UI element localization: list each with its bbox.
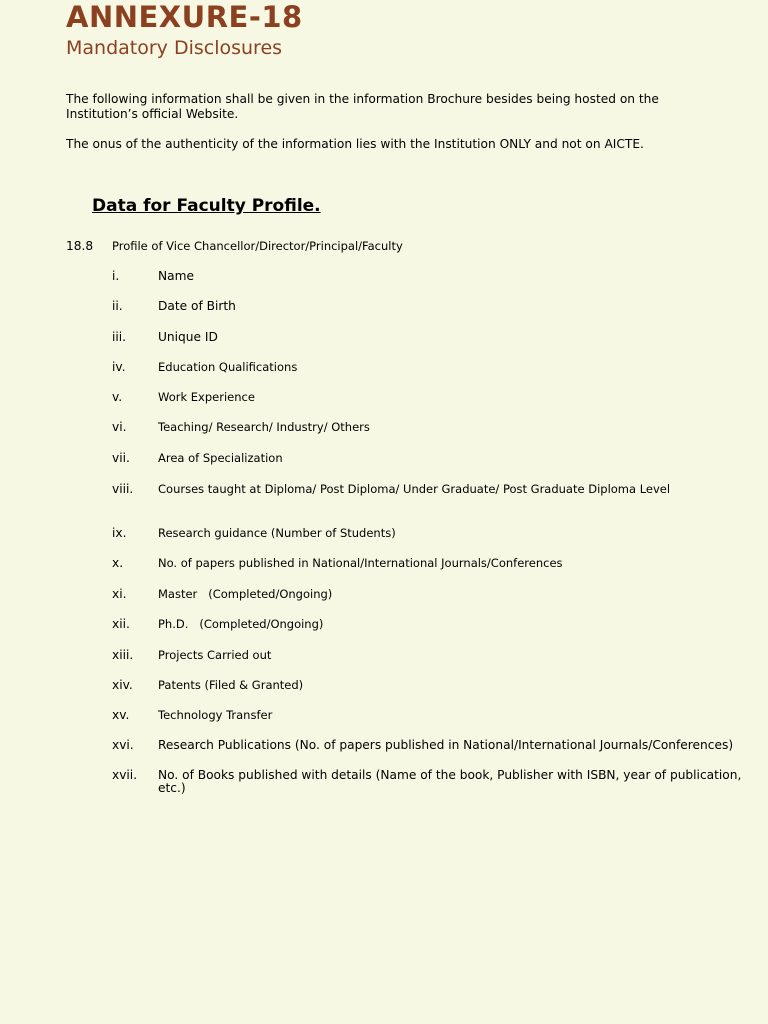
list-item-number: x. bbox=[112, 556, 124, 570]
list-item-text: Technology Transfer bbox=[158, 708, 273, 722]
clause-number: 18.8 bbox=[66, 239, 94, 253]
section-heading: Data for Faculty Profile. bbox=[92, 196, 321, 216]
list-item-text: Area of Specialization bbox=[158, 451, 283, 465]
list-item-text: Name bbox=[158, 269, 194, 283]
list-item-number: iv. bbox=[112, 360, 126, 374]
list-item-number: v. bbox=[112, 390, 123, 404]
list-item-text: Teaching/ Research/ Industry/ Others bbox=[158, 420, 370, 434]
list-item-number: viii. bbox=[112, 482, 134, 496]
list-item-text: Research guidance (Number of Students) bbox=[158, 526, 396, 540]
list-item-number: xvi. bbox=[112, 738, 134, 752]
page-title: ANNEXURE-18 bbox=[66, 0, 303, 34]
list-item-number: xi. bbox=[112, 587, 127, 601]
list-item-text: Date of Birth bbox=[158, 299, 236, 313]
list-item-text: No. of Books published with details (Name of the book, Publisher with ISBN, year of publication, etc.) bbox=[158, 768, 742, 795]
list-item-number: iii. bbox=[112, 330, 127, 344]
list-item-number: ii. bbox=[112, 299, 123, 313]
list-item-number: xvii. bbox=[112, 768, 138, 782]
clause-text: Profile of Vice Chancellor/Director/Principal/Faculty bbox=[112, 239, 403, 253]
list-item-number: xiv. bbox=[112, 678, 133, 692]
list-item-text: Master (Completed/Ongoing) bbox=[158, 587, 333, 601]
intro-paragraph-1: The following information shall be given in the information Brochure besides being hosted on the Institution’s official Website. bbox=[66, 92, 659, 121]
list-item-text: Ph.D. (Completed/Ongoing) bbox=[158, 617, 324, 631]
list-item-text: Unique ID bbox=[158, 330, 218, 344]
list-item-number: xii. bbox=[112, 617, 130, 631]
list-item-text: Research Publications (No. of papers published in National/International Journals/Conferences) bbox=[158, 738, 734, 752]
list-item-number: xv. bbox=[112, 708, 130, 722]
intro-paragraph-2: The onus of the authenticity of the information lies with the Institution ONLY and not on AICTE. bbox=[66, 137, 644, 151]
list-item-text: Education Qualifications bbox=[158, 360, 298, 374]
list-item-text: No. of papers published in National/International Journals/Conferences bbox=[158, 556, 563, 570]
list-item-text: Work Experience bbox=[158, 390, 255, 404]
list-item-number: vi. bbox=[112, 420, 127, 434]
list-item-number: ix. bbox=[112, 526, 127, 540]
page-subtitle: Mandatory Disclosures bbox=[66, 37, 283, 59]
list-item-text: Courses taught at Diploma/ Post Diploma/ Under Graduate/ Post Graduate Diploma Level bbox=[158, 482, 671, 496]
list-item-number: i. bbox=[112, 269, 120, 283]
list-item-text: Patents (Filed & Granted) bbox=[158, 678, 304, 692]
list-item-number: xiii. bbox=[112, 648, 134, 662]
list-item-number: vii. bbox=[112, 451, 130, 465]
list-item-text: Projects Carried out bbox=[158, 648, 272, 662]
